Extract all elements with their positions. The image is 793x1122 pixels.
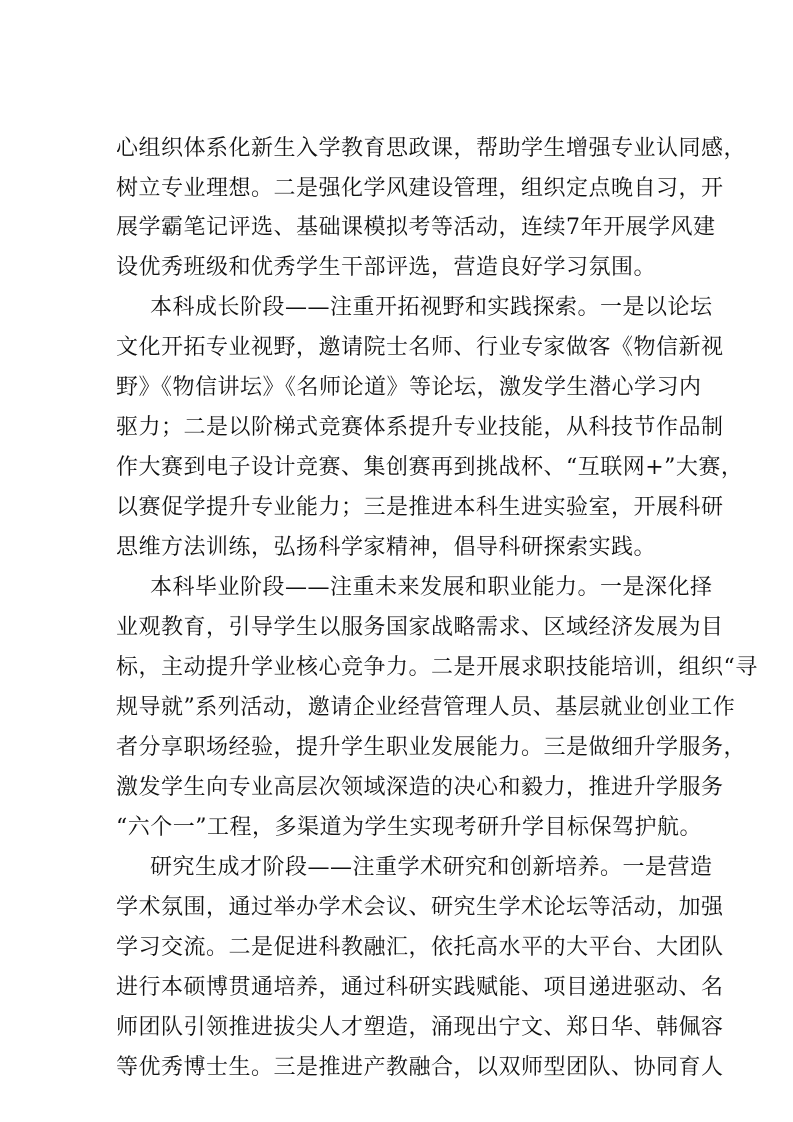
body-text-line: 思维方法训练，弘扬科学家精神，倡导科研探索实践。 — [116, 535, 657, 560]
body-text-line: 业观教育，引导学生以服务国家战略需求、区域经济发展为目 — [116, 615, 724, 640]
paragraph-first-line: 本科毕业阶段——注重未来发展和职业能力。一是深化择 — [150, 575, 713, 600]
body-text-line: 野》《物信讲坛》《名师论道》等论坛，激发学生潜心学习内 — [116, 375, 702, 400]
body-text-line: 心组织体系化新生入学教育思政课，帮助学生增强专业认同感， — [116, 136, 747, 161]
body-text-line: 学术氛围，通过举办学术会议、研究生学术论坛等活动，加强 — [116, 895, 724, 920]
body-text-line: 标，主动提升学业核心竞争力。二是开展求职技能培训，组织“寻 — [116, 655, 758, 680]
body-text-line: 师团队引领推进拔尖人才塑造，涌现出宁文、郑日华、韩佩容 — [116, 1015, 724, 1040]
body-text-line: 文化开拓专业视野，邀请院士名师、行业专家做客《物信新视 — [116, 335, 724, 360]
body-text-line: 展学霸笔记评选、基础课模拟考等活动，连续7年开展学风建 — [116, 215, 716, 240]
body-text-line: “六个一”工程，多渠道为学生实现考研升学目标保驾护航。 — [116, 815, 702, 840]
body-text-line: 规导就”系列活动，邀请企业经营管理人员、基层就业创业工作 — [116, 695, 736, 720]
paragraph-first-line: 研究生成才阶段——注重学术研究和创新培养。一是营造 — [150, 855, 713, 880]
body-text-line: 等优秀博士生。三是推进产教融合，以双师型团队、协同育人 — [116, 1055, 724, 1080]
body-text-line: 激发学生向专业高层次领域深造的决心和毅力，推进升学服务 — [116, 775, 724, 800]
body-text-line: 者分享职场经验，提升学生职业发展能力。三是做细升学服务， — [116, 735, 747, 760]
body-text-line: 驱力；二是以阶梯式竞赛体系提升专业技能，从科技节作品制 — [116, 415, 724, 440]
body-text-line: 作大赛到电子设计竞赛、集创赛再到挑战杯、“互联网+”大赛， — [116, 455, 744, 480]
body-text-line: 树立专业理想。二是强化学风建设管理，组织定点晚自习，开 — [116, 176, 724, 201]
paragraph-first-line: 本科成长阶段——注重开拓视野和实践探索。一是以论坛 — [150, 295, 713, 320]
body-text-line: 设优秀班级和优秀学生干部评选，营造良好学习氛围。 — [116, 255, 657, 280]
body-text-line: 以赛促学提升专业能力；三是推进本科生进实验室，开展科研 — [116, 495, 724, 520]
body-text-line: 进行本硕博贯通培养，通过科研实践赋能、项目递进驱动、名 — [116, 975, 724, 1000]
body-text-line: 学习交流。二是促进科教融汇，依托高水平的大平台、大团队 — [116, 935, 724, 960]
